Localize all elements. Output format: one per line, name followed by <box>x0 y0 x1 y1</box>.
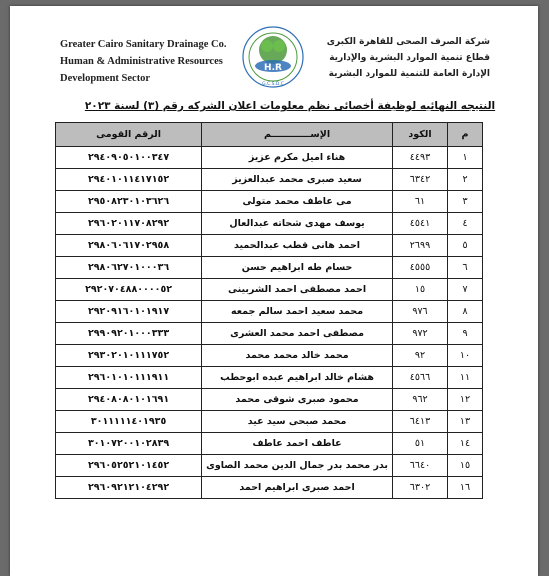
cell-code: ٤٥٥٥ <box>393 257 448 279</box>
cell-name: هناء اميل مكرم عزيز <box>202 147 393 169</box>
cell-name: مصطفى احمد محمد العشرى <box>202 323 393 345</box>
cell-code: ٥١ <box>393 433 448 455</box>
header-english-line-3: Development Sector <box>60 73 151 84</box>
cell-serial: ٩ <box>448 323 483 345</box>
table-row <box>56 323 483 345</box>
cell-name: يوسف مهدى شحاته عبدالعال <box>202 213 393 235</box>
cell-name: محمود صبرى شوقى محمد <box>202 389 393 411</box>
cell-code: ٩٢ <box>393 345 448 367</box>
table-body <box>56 147 483 499</box>
cell-serial: ١٠ <box>448 345 483 367</box>
hr-logo <box>240 24 306 90</box>
company-header-arabic <box>326 34 490 82</box>
header-english-line-2: Human & Administrative Resources <box>60 56 223 67</box>
cell-national-id: ٢٩٦٠٢٠١١٧٠٨٢٩٢ <box>56 213 202 235</box>
cell-code: ٦٦٤٠ <box>393 455 448 477</box>
cell-name: بدر محمد بدر جمال الدين محمد الصاوى <box>202 455 393 477</box>
header-national-id: الرقم القومى <box>56 123 202 147</box>
cell-code: ١٥ <box>393 279 448 301</box>
header-name: الإســــــــــــم <box>202 123 393 147</box>
cell-national-id: ٢٩٤٠٩٠٥٠١٠٠٣٤٧ <box>56 147 202 169</box>
cell-national-id: ٢٩٥٠٨٢٣٠١٠٣٦٢٦ <box>56 191 202 213</box>
cell-code: ٤٥٤١ <box>393 213 448 235</box>
cell-name: حسام طه ابراهيم حسن <box>202 257 393 279</box>
cell-national-id: ٣٠١٠٧٢٠٠١٠٢٨٣٩ <box>56 433 202 455</box>
cell-serial: ١٣ <box>448 411 483 433</box>
header-arabic-line-1: شركة الصرف الصحى للقاهرة الكبرى <box>326 37 490 47</box>
table-row <box>56 433 483 455</box>
cell-code: ٩٦٢ <box>393 389 448 411</box>
cell-name: مى عاطف محمد متولى <box>202 191 393 213</box>
document-title: النتيجه النهائيه لوظيفة أخصائى نظم معلومات اعلان الشركه رقم (٣) لسنة ٢٠٢٣ <box>84 100 496 112</box>
cell-national-id: ٢٩٦٠٥٢٥٢١٠١٤٥٢ <box>56 455 202 477</box>
cell-national-id: ٢٩٢٠٩١٦٠١٠١٩١٧ <box>56 301 202 323</box>
cell-serial: ١ <box>448 147 483 169</box>
cell-code: ٦١ <box>393 191 448 213</box>
cell-name: احمد صبرى ابراهيم احمد <box>202 477 393 499</box>
cell-code: ٩٧٦ <box>393 301 448 323</box>
cell-name: سعيد صبرى محمد عبدالعزيز <box>202 169 393 191</box>
table-row <box>56 411 483 433</box>
cell-national-id: ٢٩٨٠٦٢٧٠١٠٠٠٣٦ <box>56 257 202 279</box>
table-row <box>56 213 483 235</box>
cell-national-id: ٢٩٣٠٢٠١٠١١١٧٥٢ <box>56 345 202 367</box>
table-row <box>56 257 483 279</box>
cell-name: احمد هانى قطب عبدالحميد <box>202 235 393 257</box>
cell-national-id: ٢٩٦٠١٠١٠١١١٩١١ <box>56 367 202 389</box>
cell-name: محمد خالد محمد محمد <box>202 345 393 367</box>
cell-serial: ٥ <box>448 235 483 257</box>
cell-serial: ٨ <box>448 301 483 323</box>
table-row <box>56 345 483 367</box>
table-row <box>56 389 483 411</box>
cell-serial: ١٢ <box>448 389 483 411</box>
table-row <box>56 455 483 477</box>
cell-national-id: ٢٩٤٠١٠١١٤١٧١٥٢ <box>56 169 202 191</box>
cell-serial: ٣ <box>448 191 483 213</box>
table-row <box>56 477 483 499</box>
header-english-line-1: Greater Cairo Sanitary Drainage Co. <box>60 39 227 50</box>
table-row <box>56 147 483 169</box>
cell-code: ٦٣٤٢ <box>393 169 448 191</box>
cell-name: احمد مصطفى احمد الشربينى <box>202 279 393 301</box>
cell-code: ٩٧٢ <box>393 323 448 345</box>
cell-national-id: ٢٩٦٠٩٢١٢١٠٤٢٩٢ <box>56 477 202 499</box>
cell-national-id: ٣٠١١١١١٤٠١٩٣٥ <box>56 411 202 433</box>
table-row <box>56 235 483 257</box>
logo-hr-text: H.R <box>264 63 282 73</box>
cell-national-id: ٢٩٢٠٧٠٤٨٨٠٠٠٠٥٢ <box>56 279 202 301</box>
company-header-english <box>60 36 230 87</box>
header-arabic-line-3: الإدارة العامة للتنمية للموارد البشرية <box>328 69 490 79</box>
cell-serial: ١٦ <box>448 477 483 499</box>
cell-name: عاطف احمد عاطف <box>202 433 393 455</box>
cell-code: ٦٤١٣ <box>393 411 448 433</box>
header-serial: م <box>448 123 483 147</box>
cell-name: محمد صبحى سيد عيد <box>202 411 393 433</box>
header-code: الكود <box>393 123 448 147</box>
logo-ring-text: G.C.S.D.C <box>262 82 284 87</box>
cell-national-id: ٢٩٩٠٩٢٠١٠٠٠٣٣٣ <box>56 323 202 345</box>
table-row <box>56 279 483 301</box>
table-header-row <box>56 123 483 147</box>
cell-serial: ١١ <box>448 367 483 389</box>
table-row <box>56 191 483 213</box>
cell-national-id: ٢٩٨٠٦٠٦١٧٠٢٩٥٨ <box>56 235 202 257</box>
cell-name: هشام خالد ابراهيم عبده ابوحطب <box>202 367 393 389</box>
cell-national-id: ٢٩٤٠٨٠٨٠١٠١٦٩١ <box>56 389 202 411</box>
cell-code: ٢٦٩٩ <box>393 235 448 257</box>
cell-name: محمد سعيد احمد سالم جمعه <box>202 301 393 323</box>
results-table <box>55 122 483 499</box>
cell-serial: ٤ <box>448 213 483 235</box>
header-arabic-line-2: قطاع تنمية الموارد البشرية والإدارية <box>329 53 490 63</box>
cell-serial: ٦ <box>448 257 483 279</box>
cell-code: ٦٣٠٢ <box>393 477 448 499</box>
table-row <box>56 301 483 323</box>
table-row <box>56 367 483 389</box>
cell-code: ٤٥٦٦ <box>393 367 448 389</box>
cell-serial: ٧ <box>448 279 483 301</box>
cell-serial: ١٥ <box>448 455 483 477</box>
cell-serial: ٢ <box>448 169 483 191</box>
table-row <box>56 169 483 191</box>
cell-serial: ١٤ <box>448 433 483 455</box>
cell-code: ٤٤٩٣ <box>393 147 448 169</box>
